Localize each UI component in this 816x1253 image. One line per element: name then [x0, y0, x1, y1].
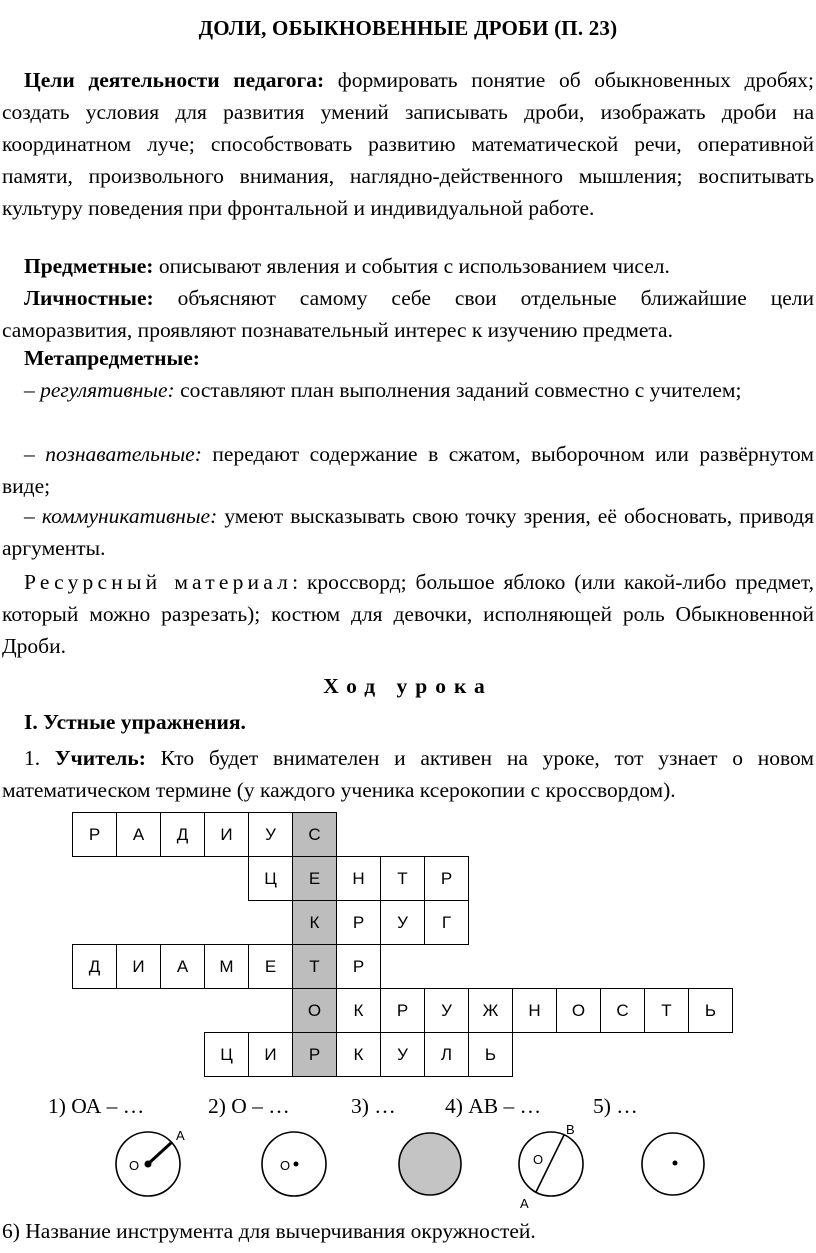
fig2-label-o: O — [280, 1158, 291, 1173]
crossword-key-cell: О — [292, 988, 337, 1033]
crossword-cell: Д — [160, 812, 205, 857]
resource-paragraph — [2, 566, 814, 662]
cognitive-paragraph — [2, 438, 814, 502]
resource-label: Ресурсный материал — [24, 570, 293, 594]
crossword-key-cell: Е — [292, 856, 337, 901]
fig4-label-b: B — [566, 1122, 575, 1137]
communicative-paragraph — [2, 500, 814, 564]
fig4-label-a: A — [520, 1196, 529, 1211]
meta-heading — [2, 342, 814, 374]
crossword-cell: М — [204, 944, 249, 989]
cognitive-label: – познавательные: — [24, 442, 202, 466]
goals-paragraph — [2, 64, 814, 224]
crossword-cell: Л — [424, 1032, 469, 1077]
regulative-text: составляют план выполнения заданий совместно с учителем; — [174, 378, 742, 402]
crossword-cell: Н — [512, 988, 557, 1033]
crossword-cell: Д — [72, 944, 117, 989]
communicative-text: умеют высказывать свою точку зрения, её обосновать, приводя аргументы. — [2, 504, 815, 560]
crossword-cell: Ь — [688, 988, 733, 1033]
crossword-cell: У — [248, 812, 293, 857]
question-labels — [48, 1090, 808, 1122]
communicative-label: – коммуникативные: — [24, 504, 218, 528]
goals-label: Цели деятельности педагога: — [24, 68, 325, 92]
crossword-cell: Ь — [468, 1032, 513, 1077]
crossword-cell: И — [116, 944, 161, 989]
fig1-label-o: O — [129, 1158, 140, 1173]
page-title: ДОЛИ, ОБЫКНОВЕННЫЕ ДРОБИ (П. 23) — [198, 16, 618, 40]
subject-paragraph — [2, 250, 814, 282]
crossword-key-cell: Р — [292, 1032, 337, 1077]
crossword-cell: Р — [336, 944, 381, 989]
crossword-key-cell: К — [292, 900, 337, 945]
crossword-cell: Р — [72, 812, 117, 857]
question-1: 1) ОА – … — [48, 1094, 145, 1118]
lesson-heading: Ход урока — [323, 674, 493, 698]
crossword-cell: Р — [336, 900, 381, 945]
crossword-key-cell: С — [292, 812, 337, 857]
figure-chord — [519, 1122, 583, 1211]
crossword-cell: У — [380, 1032, 425, 1077]
fig1-label-a: A — [176, 1128, 185, 1143]
section-heading — [2, 706, 814, 738]
personal-text: объясняют самому себе свои отдельные ближайшие цели саморазвития, проявляют познавательный интерес к изучению предмета. — [2, 286, 814, 342]
crossword-cell: У — [424, 988, 469, 1033]
regulative-paragraph — [2, 374, 814, 406]
crossword-key-cell: Т — [292, 944, 337, 989]
figure-radius — [116, 1128, 185, 1196]
crossword-cell: А — [160, 944, 205, 989]
crossword-cell: У — [380, 900, 425, 945]
figure-circle — [642, 1133, 704, 1195]
crossword-cell: К — [336, 988, 381, 1033]
subject-text: описывают явления и события с использованием чисел. — [153, 254, 670, 278]
crossword-cell: А — [116, 812, 161, 857]
cognitive-text: передают содержание в сжатом, выборочном или развёрнутом виде; — [2, 442, 814, 498]
question-5: 5) … — [593, 1094, 638, 1118]
teacher-label: Учитель: — [54, 746, 146, 770]
question-3: 3) … — [351, 1094, 396, 1118]
goals-text: формировать понятие об обыкновенных дробях; создать условия для развития умений записывать дроби, изображать дроби на координатном луче; способствовать развитию математической речи, оперативной памяти, произвольного внимания, наглядно-действенного мышления; воспитывать культуру поведения при фронтальной и индивидуальной работе. — [2, 68, 815, 220]
figure-filled-circle — [399, 1133, 461, 1195]
crossword-cell: Н — [336, 856, 381, 901]
crossword-cell: Р — [380, 988, 425, 1033]
meta-label: Метапредметные: — [24, 346, 200, 370]
figure-center — [262, 1132, 326, 1196]
crossword-cell: О — [556, 988, 601, 1033]
crossword-cell: Р — [424, 856, 469, 901]
subject-label: Предметные: — [24, 254, 154, 278]
regulative-label: – регулятивные: — [24, 378, 175, 402]
question-6: 6) Название инструмента для вычерчивания окружностей. — [2, 1219, 536, 1243]
teacher-number: 1. — [24, 746, 55, 770]
crossword-cell: Ж — [468, 988, 513, 1033]
crossword-cell: Г — [424, 900, 469, 945]
personal-paragraph — [2, 282, 814, 346]
question-4: 4) АВ – … — [445, 1094, 542, 1118]
crossword-cell: Ц — [248, 856, 293, 901]
fig4-label-o: O — [533, 1152, 544, 1167]
crossword-cell: Т — [644, 988, 689, 1033]
crossword-cell: И — [248, 1032, 293, 1077]
personal-label: Личностные: — [24, 286, 154, 310]
crossword-cell: Ц — [204, 1032, 249, 1077]
crossword-cell: Е — [248, 944, 293, 989]
crossword-cell: К — [336, 1032, 381, 1077]
resource-text: : кроссворд; большое яблоко (или какой-либо предмет, который можно разрезать); костюм для девочки, исполняющей роль Обыкновенной Дроби. — [2, 570, 814, 658]
crossword-cell: И — [204, 812, 249, 857]
question-2: 2) О – … — [208, 1094, 290, 1118]
circle-figures — [0, 1120, 816, 1220]
section1-label: I. Устные упражнения. — [24, 710, 246, 734]
crossword-cell: Т — [380, 856, 425, 901]
teacher-text: Кто будет внимателен и активен на уроке, тот узнает о новом математическом термине (у каждого ученика ксерокопии с кроссвордом). — [2, 746, 815, 802]
crossword-cell: С — [600, 988, 645, 1033]
teacher-paragraph — [2, 742, 814, 806]
